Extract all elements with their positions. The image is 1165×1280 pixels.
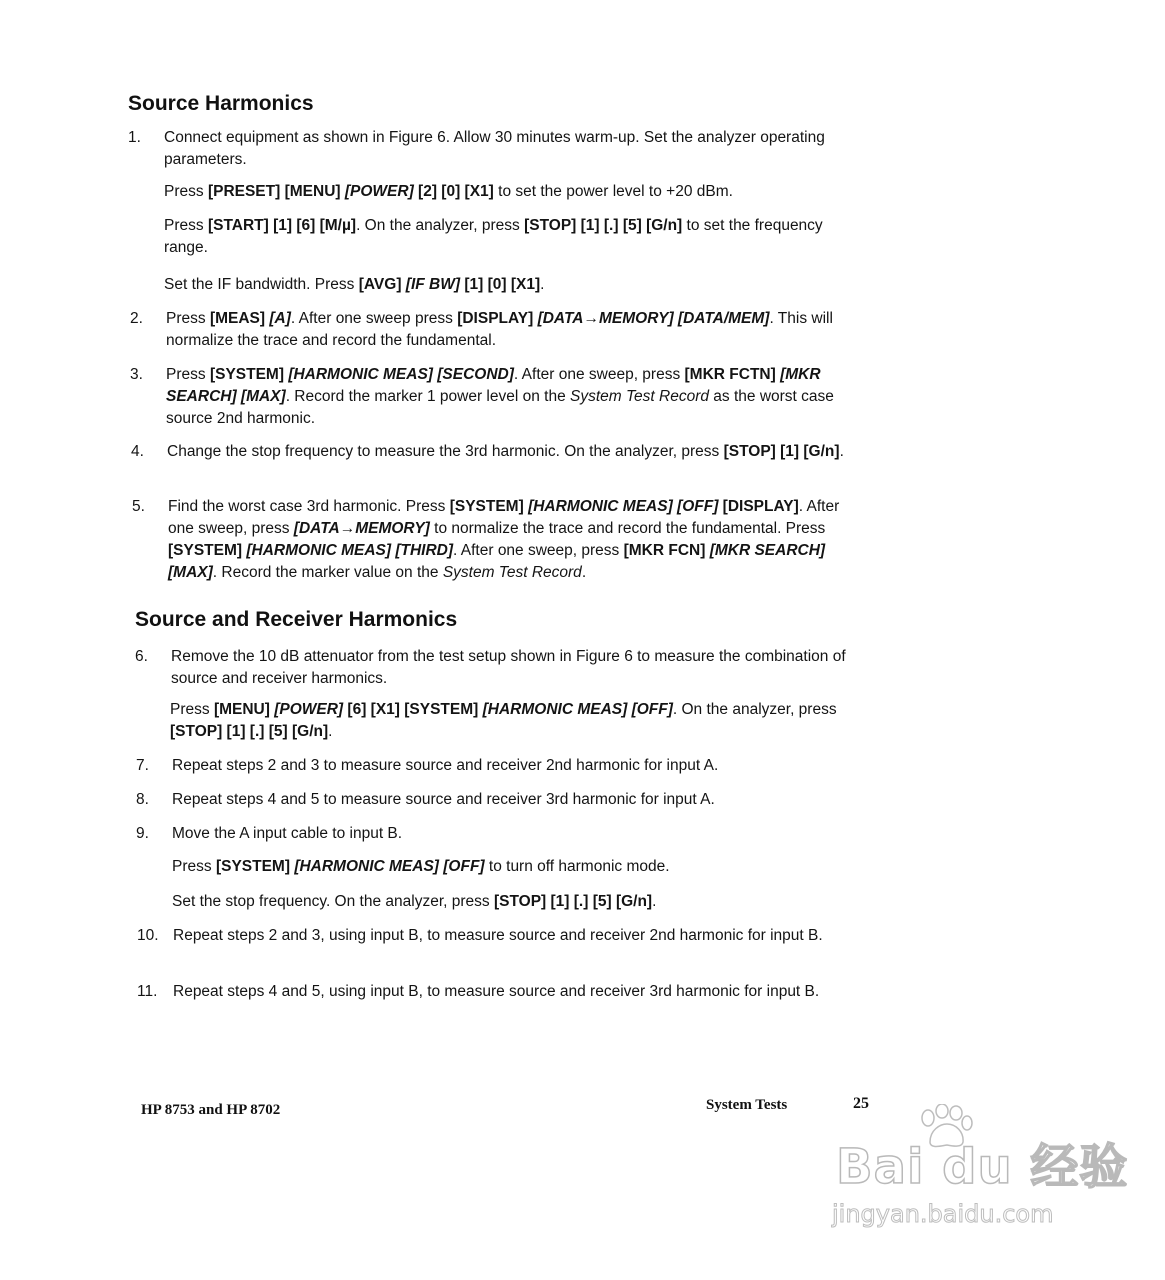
text-segment: [SYSTEM]	[209, 366, 289, 383]
text-segment: [SYSTEM]	[215, 858, 295, 875]
text-segment: [MKR SEARCH] [MAX]	[168, 542, 826, 581]
text-segment: Set the IF bandwidth. Press	[164, 276, 359, 293]
text-segment: [SYSTEM]	[449, 498, 529, 515]
text-segment: Find the worst case 3rd harmonic. Press	[168, 498, 450, 515]
section-heading-source-harmonics: Source Harmonics	[128, 92, 314, 115]
text-segment: .	[328, 723, 333, 740]
text-segment: .	[581, 564, 587, 581]
footer-page-number: 25	[853, 1095, 869, 1112]
text-segment: . After one sweep, press	[513, 366, 685, 383]
text-segment: [POWER]	[274, 701, 348, 718]
text-segment: Press	[166, 310, 210, 327]
text-segment: [MENU]	[213, 701, 275, 718]
text-segment: . On the analyzer, press	[672, 701, 837, 718]
text-segment: System Test Record	[570, 388, 709, 405]
text-segment: [1] [0] [X1]	[464, 276, 541, 293]
step-text	[172, 789, 872, 811]
text-segment: . On the analyzer, press	[356, 217, 525, 234]
step-number: 11.	[137, 983, 158, 1000]
text-segment: [DISPLAY]	[457, 310, 538, 327]
step-text	[168, 496, 868, 584]
text-segment: Repeat steps 4 and 5, using input B, to measure source and receiver 3rd harmonic for input B.	[173, 983, 820, 1000]
text-segment: [START] [1] [6] [M/µ]	[207, 217, 357, 234]
text-segment: Press	[164, 217, 208, 234]
text-segment: [MKR SEARCH] [MAX]	[166, 366, 821, 405]
text-segment: [HARMONIC MEAS] [SECOND]	[288, 366, 514, 383]
text-segment: [MKR FCTN]	[684, 366, 781, 383]
text-segment: .	[839, 443, 844, 460]
step-1-substep-frequency	[164, 215, 864, 259]
text-segment: . This will normalize the trace and record the fundamental.	[166, 310, 833, 349]
text-segment: Repeat steps 2 and 3, using input B, to measure source and receiver 2nd harmonic for input B.	[173, 927, 823, 944]
text-segment: [AVG]	[358, 276, 406, 293]
text-segment: [HARMONIC MEAS] [OFF]	[528, 498, 723, 515]
section-heading-source-receiver-harmonics: Source and Receiver Harmonics	[135, 608, 458, 631]
text-segment: to set the power level to +20 dBm.	[493, 183, 733, 200]
step-text	[164, 127, 864, 171]
text-segment: Press	[164, 183, 208, 200]
step-number: 2.	[130, 310, 143, 327]
text-segment: Remove the 10 dB attenuator from the test setup shown in Figure 6 to measure the combination of source and receiver harmonics.	[171, 648, 846, 687]
step-text	[167, 441, 867, 463]
text-segment: Press	[170, 701, 214, 718]
text-segment: [DATA→MEMORY] [DATA/MEM]	[537, 310, 770, 327]
text-segment: Press	[172, 858, 216, 875]
text-segment: Set the stop frequency. On the analyzer, press	[172, 893, 494, 910]
text-segment: . After one sweep press	[290, 310, 458, 327]
text-segment: [2] [0] [X1]	[418, 183, 494, 200]
text-segment: . Record the marker 1 power level on the	[285, 388, 570, 405]
step-text	[173, 925, 873, 947]
text-segment: [HARMONIC MEAS] [OFF]	[294, 858, 485, 875]
text-segment: Connect equipment as shown in Figure 6. Allow 30 minutes warm-up. Set the analyzer operating parameters.	[164, 129, 825, 168]
text-segment: [MKR FCN]	[623, 542, 710, 559]
step-number: 1.	[128, 129, 141, 146]
step-number: 6.	[135, 648, 148, 665]
step-1-substep-power	[164, 181, 864, 203]
text-segment: Change the stop frequency to measure the 3rd harmonic. On the analyzer, press	[167, 443, 724, 460]
text-segment: [HARMONIC MEAS] [OFF]	[482, 701, 673, 718]
text-segment: to set the frequency range.	[164, 217, 823, 256]
text-segment: . Record the marker value on the	[212, 564, 443, 581]
text-segment: [STOP] [1] [.] [5] [G/n]	[170, 723, 329, 740]
text-segment: .	[652, 893, 657, 910]
step-number: 3.	[130, 366, 143, 383]
step-text	[172, 755, 872, 777]
text-segment: [STOP] [1] [G/n]	[723, 443, 840, 460]
text-segment: System Test Record	[442, 564, 582, 581]
step-6-substep-menu	[170, 699, 870, 743]
text-segment: Press	[166, 366, 210, 383]
step-text	[173, 981, 873, 1003]
text-segment: [SYSTEM]	[168, 542, 247, 559]
step-9-substep-stop-frequency	[172, 891, 872, 913]
text-segment: to normalize the trace and record the fundamental. Press	[429, 520, 826, 537]
baidu-watermark-brand: Bai du 经验	[836, 1139, 1129, 1195]
step-number: 8.	[136, 791, 149, 808]
text-segment: [PRESET] [MENU]	[207, 183, 345, 200]
step-text	[166, 308, 866, 352]
text-segment: . After one sweep, press	[168, 498, 840, 537]
text-segment: [6] [X1] [SYSTEM]	[347, 701, 483, 718]
step-number: 4.	[131, 443, 144, 460]
baidu-watermark-url: jingyan.baidu.com	[832, 1200, 1054, 1228]
text-segment: [A]	[269, 310, 291, 327]
step-text	[166, 364, 866, 430]
footer-product-name: HP 8753 and HP 8702	[141, 1102, 281, 1118]
text-segment: [STOP] [1] [.] [5] [G/n]	[493, 893, 653, 910]
step-number: 9.	[136, 825, 149, 842]
text-segment: [MEAS]	[209, 310, 270, 327]
step-number: 10.	[137, 927, 159, 944]
footer-section-name: System Tests	[706, 1097, 788, 1113]
step-1-substep-if-bandwidth	[164, 274, 864, 296]
step-9-substep-harmonic-off	[172, 856, 872, 878]
text-segment: [POWER]	[344, 183, 419, 200]
step-text	[172, 823, 872, 845]
text-segment: to turn off harmonic mode.	[484, 858, 670, 875]
step-number: 7.	[136, 757, 149, 774]
text-segment: .	[540, 276, 545, 293]
text-segment: [DATA→MEMORY]	[293, 520, 430, 537]
text-segment: Repeat steps 4 and 5 to measure source and receiver 3rd harmonic for input A.	[172, 791, 715, 808]
text-segment: Move the A input cable to input B.	[172, 825, 403, 842]
text-segment: . After one sweep, press	[453, 542, 624, 559]
text-segment: [IF BW]	[405, 276, 465, 293]
step-text	[171, 646, 871, 690]
text-segment: [STOP] [1] [.] [5] [G/n]	[524, 217, 683, 234]
text-segment: [HARMONIC MEAS] [THIRD]	[246, 542, 454, 559]
text-segment: as the worst case source 2nd harmonic.	[166, 388, 834, 427]
text-segment: [DISPLAY]	[722, 498, 799, 515]
text-segment: Repeat steps 2 and 3 to measure source and receiver 2nd harmonic for input A.	[172, 757, 719, 774]
step-number: 5.	[132, 498, 145, 515]
